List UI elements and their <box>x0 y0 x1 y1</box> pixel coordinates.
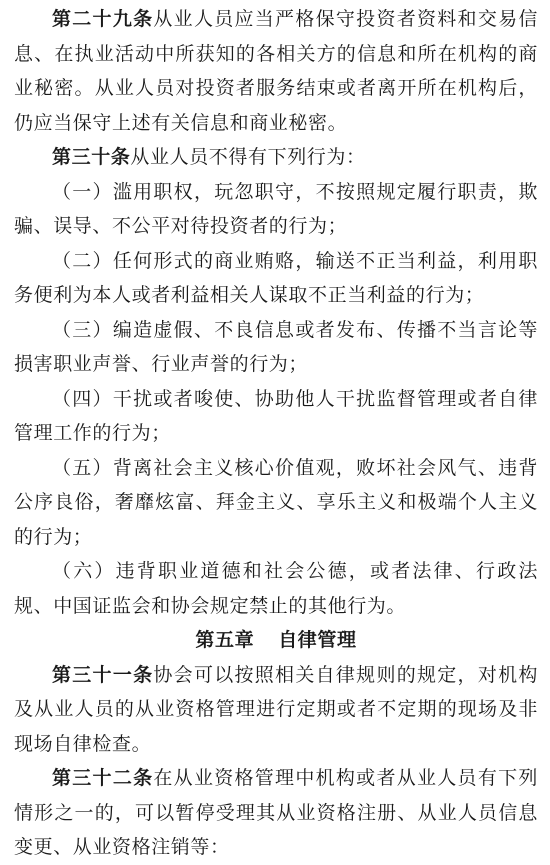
article-30-item-5: （五）背离社会主义核心价值观，败坏社会风气、违背公序良俗，奢靡炫富、拜金主义、享乐主义和极端个人主义的行为； <box>14 456 538 548</box>
chapter-number: 第五章 <box>195 629 255 651</box>
article-29 <box>14 2 538 140</box>
article-30-item-3: （三）编造虚假、不良信息或者发布、传播不当言论等损害职业声誉、行业声誉的行为； <box>14 318 538 375</box>
article-30 <box>14 140 538 175</box>
article-30-label: 第三十条 <box>52 146 131 168</box>
article-29-text: 从业人员应当严格保守投资者资料和交易信息、在执业活动中所获知的各相关方的信息和所在机构的商业秘密。从业人员对投资者服务结束或者离开所在机构后，仍应当保守上述有关信息和商业秘密。 <box>14 8 538 134</box>
article-30-item-6: （六）违背职业道德和社会公德，或者法律、行政法规、中国证监会和协会规定禁止的其他行为。 <box>14 560 538 617</box>
article-31 <box>14 658 538 762</box>
article-29-label: 第二十九条 <box>52 8 154 30</box>
article-31-text: 协会可以按照相关自律规则的规定，对机构及从业人员的从业资格管理进行定期或者不定期的现场及非现场自律检查。 <box>14 663 538 755</box>
article-30-item-1: （一）滥用职权，玩忽职守，不按照规定履行职责，欺骗、误导、不公平对待投资者的行为； <box>14 180 538 237</box>
chapter-heading <box>14 623 538 658</box>
chapter-title: 自律管理 <box>278 629 357 651</box>
article-32-text: 在从业资格管理中机构或者从业人员有下列情形之一的，可以暂停受理其从业资格注册、从业人员信息变更、从业资格注销等： <box>14 767 538 858</box>
article-31-label: 第三十一条 <box>52 663 154 686</box>
article-32-label: 第三十二条 <box>52 767 154 789</box>
article-30-text: 从业人员不得有下列行为： <box>130 146 366 168</box>
article-30-item-2: （二）任何形式的商业贿赂，输送不正当利益，利用职务便利为本人或者利益相关人谋取不正当利益的行为； <box>14 249 538 306</box>
article-30-item-4: （四）干扰或者唆使、协助他人干扰监督管理或者自律管理工作的行为； <box>14 387 538 444</box>
article-32 <box>14 761 538 865</box>
